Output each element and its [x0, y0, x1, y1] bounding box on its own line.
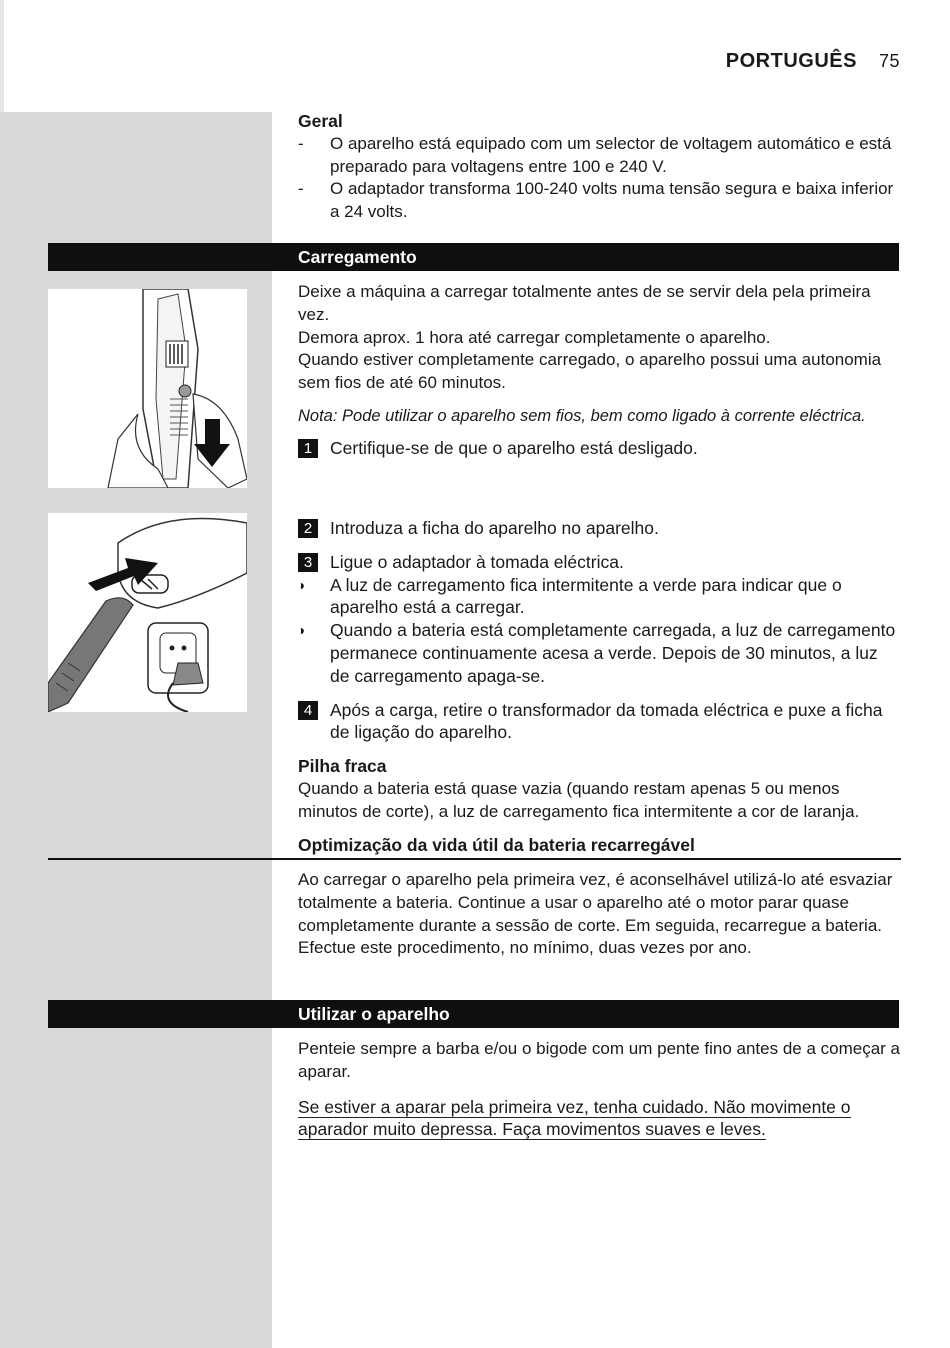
utilizar-body: [298, 1038, 900, 1141]
list-item: - O aparelho está equipado com um selector de voltagem automático e está preparado para voltagens entre 100 e 240 V.: [298, 133, 892, 176]
note: Nota: Pode utilizar o aparelho sem fios, bem como ligado à corrente eléctrica.: [298, 406, 866, 425]
paragraph: Deixe a máquina a carregar totalmente antes de se servir dela pela primeira vez.: [298, 282, 871, 324]
optimizacao-heading-block: [298, 834, 900, 857]
result-item: ◗ Quando a bateria está completamente carregada, a luz de carregamento permanece continuamente acesa a verde. Depois de 30 minutos, a luz de carregamento apaga-se.: [298, 620, 896, 686]
result-marker-icon: ◗: [298, 622, 307, 639]
optimizacao-heading: Optimização da vida útil da bateria recarregável: [298, 835, 695, 855]
geral-heading: Geral: [298, 111, 343, 131]
section-geral: [298, 110, 900, 224]
page-header: [726, 50, 900, 73]
result-marker-icon: ◗: [298, 576, 307, 593]
paragraph: Ao carregar o aparelho pela primeira vez, é aconselhável utilizá-lo até esvaziar totalmente a bateria. Continue a usar o aparelho até o motor parar quase completamente durante a sessão de corte. Em seguida, recarregue a bateria. Efectue este procedimento, no mínimo, duas vezes por ano.: [298, 870, 893, 958]
paragraph: Quando a bateria está quase vazia (quando restam apenas 5 ou menos minutos de corte), a luz de carregamento fica intermitente a cor de laranja.: [298, 778, 860, 821]
paragraph: Penteie sempre a barba e/ou o bigode com um pente fino antes de a começar a aparar.: [298, 1039, 900, 1081]
section-bar-carregamento: [48, 243, 899, 271]
optimizacao-body: [298, 869, 900, 960]
pilha-heading: Pilha fraca: [298, 756, 387, 776]
paragraph: Quando estiver completamente carregado, o aparelho possui uma autonomia sem fios de até 60 minutos.: [298, 350, 882, 393]
paragraph: Demora aprox. 1 hora até carregar completamente o aparelho.: [298, 327, 771, 347]
carregamento-steps: [298, 517, 900, 744]
page-number: 75: [878, 51, 900, 71]
carregamento-heading: Carregamento: [298, 247, 417, 267]
step-2: 2 Introduza a ficha do aparelho no aparelho.: [298, 517, 900, 540]
result-item: ◗ A luz de carregamento fica intermitente a verde para indicar que o aparelho está a carregar.: [298, 574, 842, 618]
step-3: 3 Ligue o adaptador à tomada eléctrica.: [298, 551, 900, 574]
utilizar-heading: Utilizar o aparelho: [298, 1004, 450, 1024]
list-item: - O adaptador transforma 100-240 volts numa tensão segura e baixa inferior a 24 volts.: [298, 179, 894, 222]
section-bar-utilizar: [48, 1000, 899, 1028]
section-pilha-fraca: [298, 755, 900, 823]
step-1: 1 Certifique-se de que o aparelho está desligado.: [298, 437, 900, 460]
adapter-illustration: [48, 513, 247, 712]
language-label: PORTUGUÊS: [725, 50, 857, 72]
step-4: 4 Após a carga, retire o transformador da tomada eléctrica e puxe a ficha de ligação do aparelho.: [298, 699, 900, 745]
top-corner: [0, 0, 4, 112]
trimmer-illustration: [48, 289, 247, 488]
carregamento-body: [298, 281, 900, 460]
section-rule: [48, 858, 901, 860]
warning-paragraph: Se estiver a aparar pela primeira vez, tenha cuidado. Não movimente o aparador muito depressa. Faça movimentos suaves e leves.: [298, 1096, 851, 1140]
